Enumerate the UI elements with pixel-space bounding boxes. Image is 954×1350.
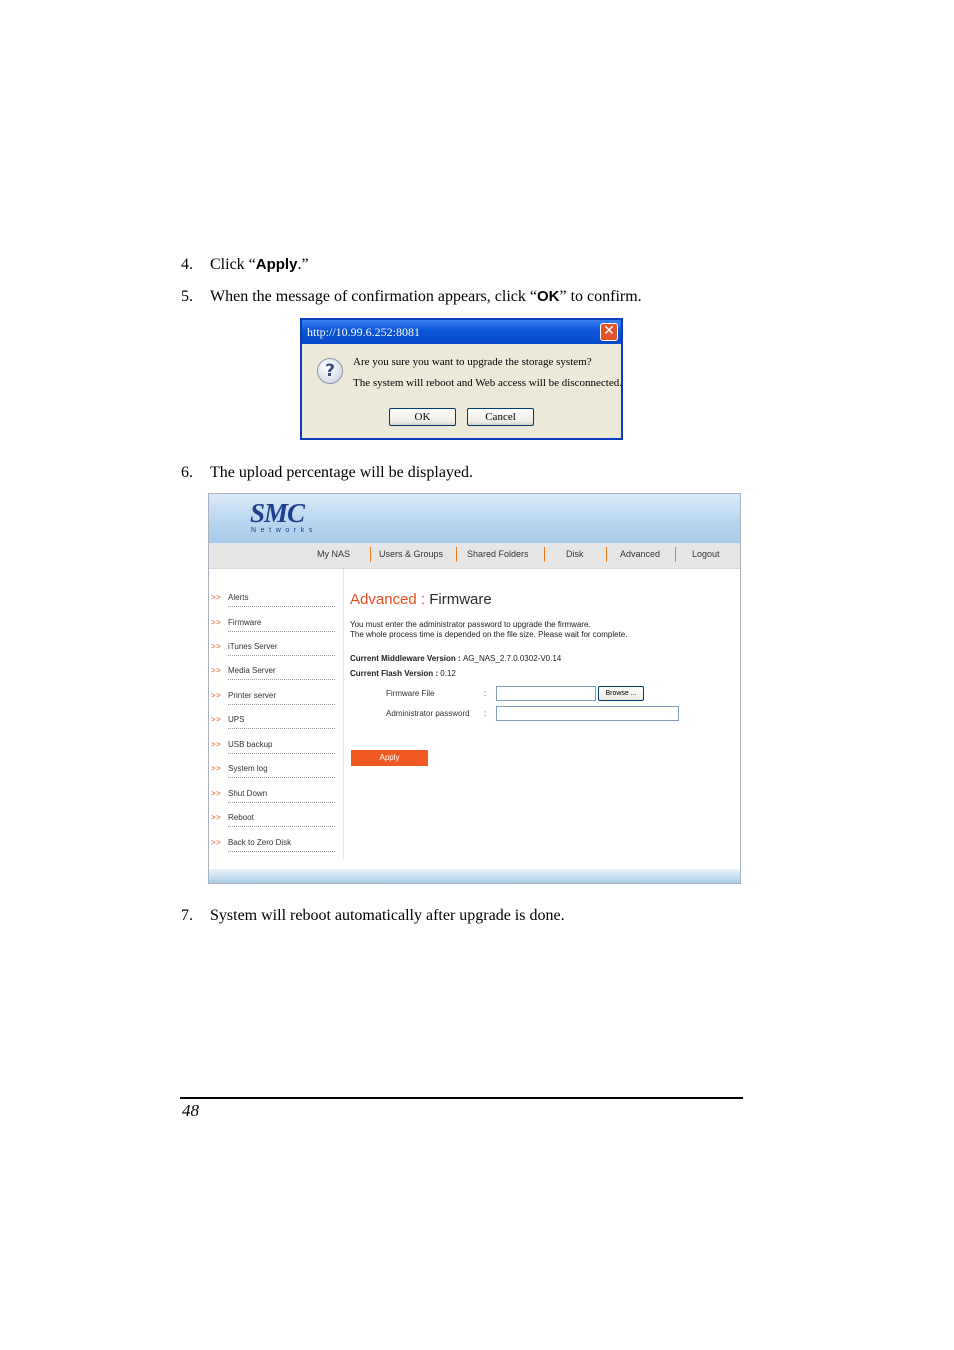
step-text: When the message of confirmation appears, click “ xyxy=(210,288,537,305)
sidebar-item-label: Media Server xyxy=(228,666,276,675)
dotted-divider xyxy=(228,851,335,852)
smc-logo: SMC xyxy=(250,498,305,528)
dotted-divider xyxy=(228,777,335,778)
page-title-section: Advanced xyxy=(350,591,417,608)
step-keyword: Apply xyxy=(255,256,298,273)
nav-disk[interactable]: Disk xyxy=(566,549,584,559)
dotted-divider xyxy=(228,655,335,656)
nav-divider xyxy=(456,547,457,562)
step-text-end: .” xyxy=(297,256,309,273)
step-number: 7. xyxy=(181,907,193,924)
chevron-right-icon: >> xyxy=(211,715,222,724)
dotted-divider xyxy=(228,802,335,803)
cancel-button[interactable]: Cancel xyxy=(467,408,534,426)
sidebar-item-firmware[interactable] xyxy=(209,614,339,638)
step-7 xyxy=(181,906,565,926)
sidebar-item-back-to-zero-disk[interactable] xyxy=(209,834,339,858)
chevron-right-icon: >> xyxy=(211,618,222,627)
sidebar-item-label: Reboot xyxy=(228,813,254,822)
middleware-version-value: AG_NAS_2.7.0.0302-V0.14 xyxy=(462,654,562,663)
page-title-separator: : xyxy=(416,591,430,608)
header-banner xyxy=(209,494,740,543)
sidebar-item-system-log[interactable] xyxy=(209,760,339,784)
chevron-right-icon: >> xyxy=(211,666,222,675)
sidebar xyxy=(209,569,344,859)
step-number: 6. xyxy=(181,464,193,481)
confirm-dialog xyxy=(300,318,623,440)
sidebar-item-label: Back to Zero Disk xyxy=(228,838,292,847)
nas-firmware-screenshot xyxy=(208,493,741,884)
dotted-divider xyxy=(228,728,335,729)
form-colon: : xyxy=(484,709,487,718)
middleware-version-label: Current Middleware Version : xyxy=(350,654,461,663)
admin-password-label: Administrator password xyxy=(386,709,470,718)
step-text: System will reboot automatically after upgrade is done. xyxy=(210,907,565,924)
sidebar-item-shut-down[interactable] xyxy=(209,785,339,809)
nav-my-nas[interactable]: My NAS xyxy=(317,549,351,559)
sidebar-item-usb-backup[interactable] xyxy=(209,736,339,760)
chevron-right-icon: >> xyxy=(211,838,222,847)
nav-divider xyxy=(544,547,545,562)
firmware-file-label: Firmware File xyxy=(386,689,435,698)
dialog-title: http://10.99.6.252:8081 xyxy=(307,325,421,339)
sidebar-item-label: iTunes Server xyxy=(228,642,278,651)
sidebar-item-label: USB backup xyxy=(228,740,273,749)
chevron-right-icon: >> xyxy=(211,691,222,700)
page-title xyxy=(350,591,492,608)
chevron-right-icon: >> xyxy=(211,813,222,822)
page-title-page: Firmware xyxy=(429,591,492,608)
step-5 xyxy=(181,287,642,307)
top-nav xyxy=(209,543,740,569)
nav-advanced[interactable]: Advanced xyxy=(620,549,661,559)
dotted-divider xyxy=(228,606,335,607)
nav-logout[interactable]: Logout xyxy=(692,549,720,559)
page-number: 48 xyxy=(182,1101,199,1120)
chevron-right-icon: >> xyxy=(211,642,222,651)
nav-divider xyxy=(370,547,371,562)
flash-version-value: 0.12 xyxy=(440,669,456,678)
sidebar-item-label: System log xyxy=(228,764,268,773)
step-text: Click “ xyxy=(210,256,256,273)
nav-divider xyxy=(606,547,607,562)
step-number: 4. xyxy=(181,256,193,273)
dialog-message-line1: Are you sure you want to upgrade the storage system? xyxy=(353,356,592,368)
sidebar-item-label: Alerts xyxy=(228,593,249,602)
description-line2: The whole process time is depended on the file size. Please wait for complete. xyxy=(350,630,628,639)
admin-password-input[interactable] xyxy=(496,706,679,721)
sidebar-item-itunes-server[interactable] xyxy=(209,638,339,662)
description-line1: You must enter the administrator password to upgrade the firmware. xyxy=(350,620,591,629)
step-6 xyxy=(181,463,473,483)
dialog-message-line2: The system will reboot and Web access will be disconnected. xyxy=(353,377,622,389)
sidebar-item-ups[interactable] xyxy=(209,711,339,735)
dotted-divider xyxy=(228,631,335,632)
step-keyword: OK xyxy=(536,288,560,305)
dotted-divider xyxy=(228,753,335,754)
chevron-right-icon: >> xyxy=(211,764,222,773)
nav-shared-folders[interactable]: Shared Folders xyxy=(467,549,529,559)
apply-button[interactable]: Apply xyxy=(351,750,428,766)
sidebar-item-reboot[interactable] xyxy=(209,809,339,833)
ok-button[interactable]: OK xyxy=(389,408,456,426)
sidebar-item-label: Printer server xyxy=(228,691,277,700)
step-number: 5. xyxy=(181,288,193,305)
nav-divider xyxy=(675,547,676,562)
sidebar-item-printer-server[interactable] xyxy=(209,687,339,711)
chevron-right-icon: >> xyxy=(211,593,222,602)
footer-rule xyxy=(180,1097,743,1099)
sidebar-item-label: Firmware xyxy=(228,618,262,627)
flash-version-row xyxy=(350,669,456,678)
dotted-divider xyxy=(228,704,335,705)
chevron-right-icon: >> xyxy=(211,789,222,798)
middleware-version-row xyxy=(350,654,561,663)
chevron-right-icon: >> xyxy=(211,740,222,749)
sidebar-item-alerts[interactable] xyxy=(209,589,339,613)
firmware-file-input[interactable] xyxy=(496,686,596,701)
dialog-titlebar[interactable] xyxy=(302,320,621,344)
close-icon[interactable]: ✕ xyxy=(600,323,618,341)
dotted-divider xyxy=(228,679,335,680)
sidebar-item-label: Shut Down xyxy=(228,789,268,798)
nav-users-groups[interactable]: Users & Groups xyxy=(379,549,444,559)
form-colon: : xyxy=(484,689,487,698)
smc-logo-subtitle: Networks xyxy=(251,527,317,534)
step-text-end: ” to confirm. xyxy=(559,288,642,305)
browse-button[interactable]: Browse ... xyxy=(598,686,644,701)
step-text: The upload percentage will be displayed. xyxy=(210,464,474,481)
dotted-divider xyxy=(228,826,335,827)
step-4 xyxy=(181,255,309,275)
sidebar-item-label: UPS xyxy=(228,715,245,724)
question-icon: ? xyxy=(317,358,343,384)
footer-bar xyxy=(209,869,740,883)
sidebar-item-media-server[interactable] xyxy=(209,662,339,686)
flash-version-label: Current Flash Version : xyxy=(350,669,439,678)
